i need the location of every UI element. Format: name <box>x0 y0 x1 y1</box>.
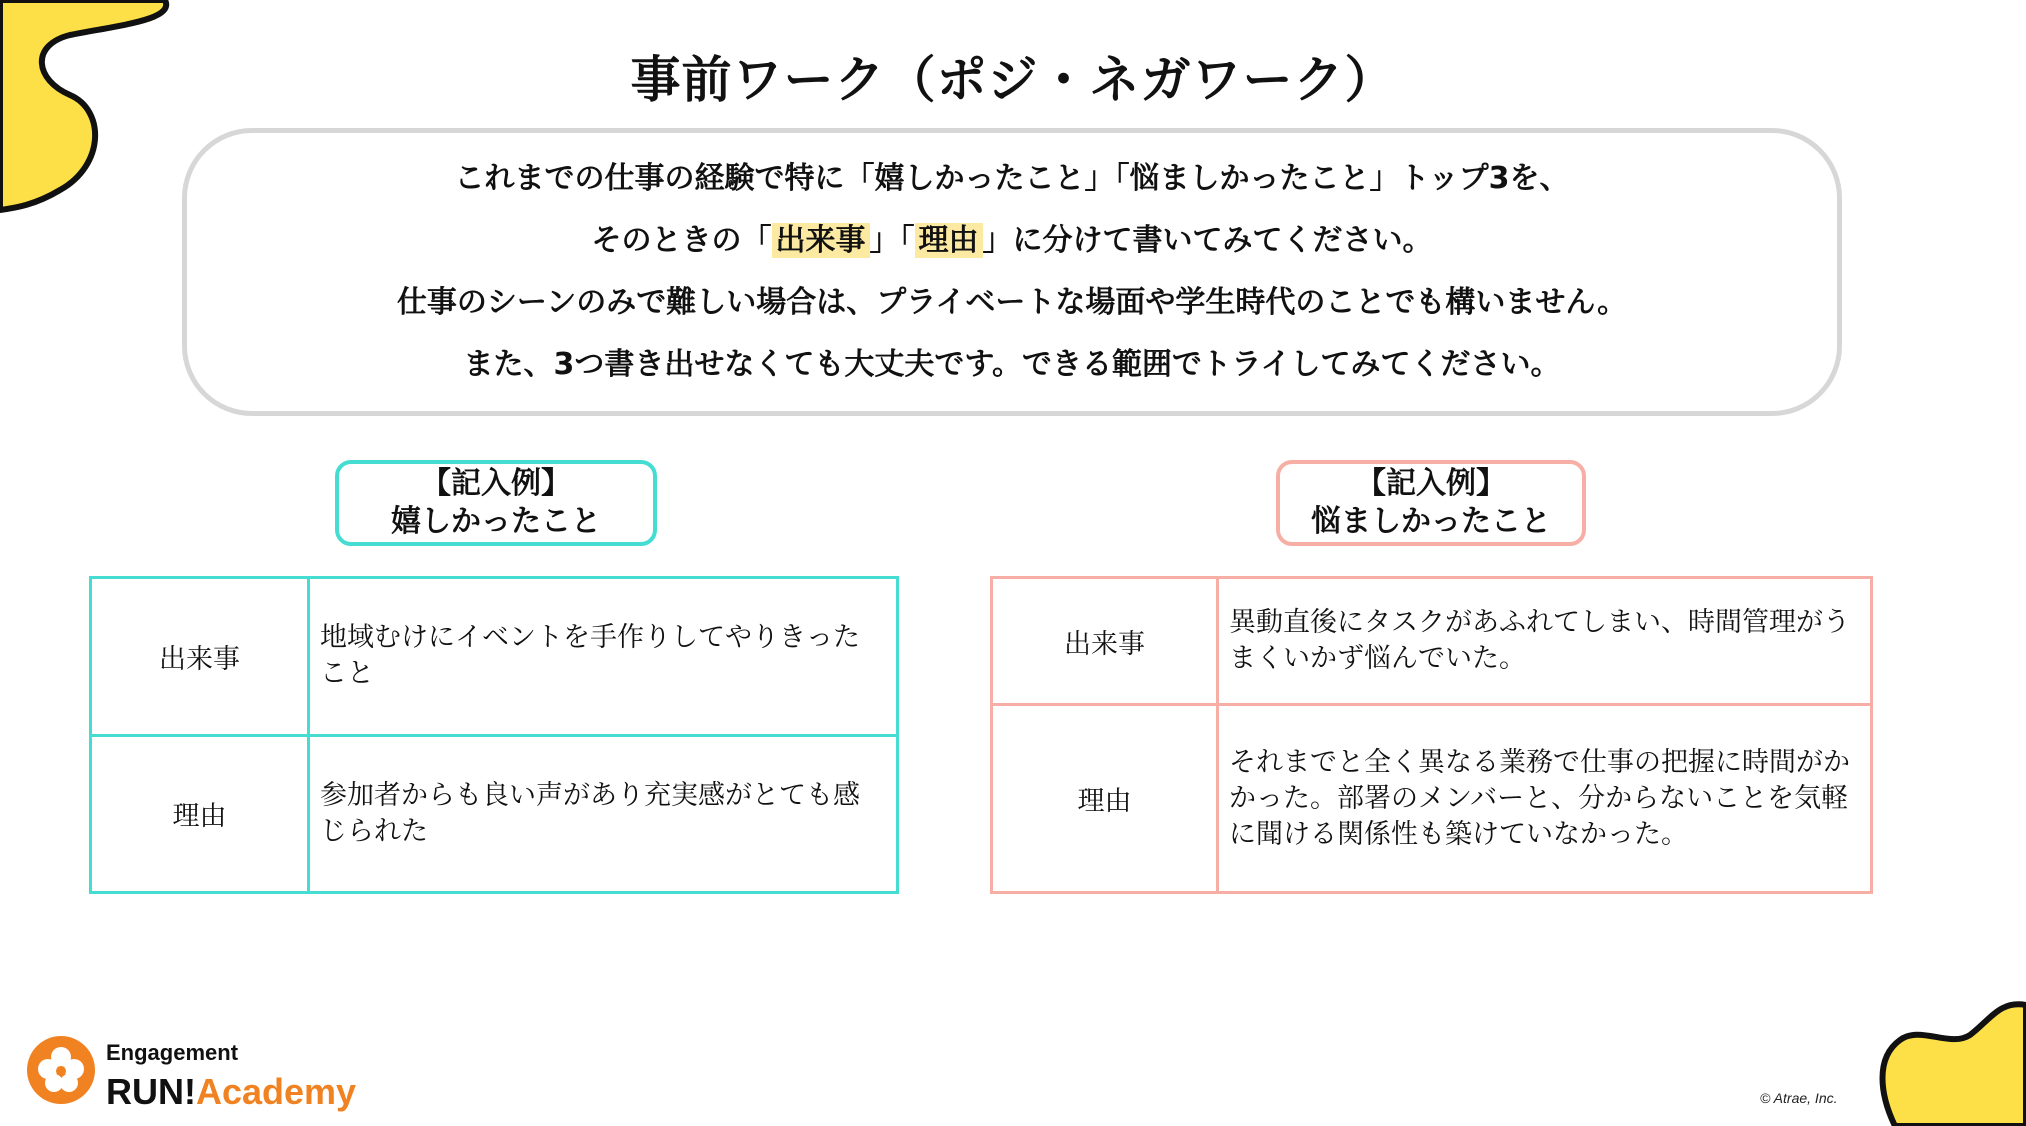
highlight-reason: 理由 <box>915 223 983 258</box>
logo-run-text: RUN! <box>106 1071 196 1112</box>
positive-label-line1: 【記入例】 <box>421 466 571 501</box>
table-row <box>91 735 898 893</box>
positive-label-line2: 嬉しかったこと <box>391 504 601 539</box>
instruction-line-4: また、3つ書き出せなくても大丈夫です。できる範囲でトライしてみてください。 <box>463 347 1561 382</box>
row-value: 異動直後にタスクがあふれてしまい、時間管理がうまくいかず悩んでいた。 <box>1218 578 1872 705</box>
yellow-blob-bottom-right <box>1870 990 2026 1126</box>
negative-label-line2: 悩ましかったこと <box>1311 504 1551 539</box>
row-value: それまでと全く異なる業務で仕事の把握に時間がかかった。部署のメンバーと、分からないことを気軽に聞ける関係性も築けていなかった。 <box>1218 705 1872 893</box>
instruction-line-1: これまでの仕事の経験で特に「嬉しかったこと」「悩ましかったこと」トップ3を、 <box>454 161 1570 196</box>
row-key: 出来事 <box>91 578 309 736</box>
copyright-text: © Atrae, Inc. <box>1760 1090 1838 1106</box>
flower-icon <box>26 1035 96 1105</box>
row-value: 参加者からも良い声があり充実感がとても感じられた <box>309 735 898 893</box>
row-key: 出来事 <box>992 578 1218 705</box>
table-row <box>992 578 1872 705</box>
negative-label-line1: 【記入例】 <box>1356 466 1506 501</box>
table-row <box>992 705 1872 893</box>
instruction-line-2 <box>592 210 1433 272</box>
negative-example-label <box>1276 460 1586 546</box>
table-row <box>91 578 898 736</box>
negative-example-table <box>990 576 1873 894</box>
positive-example-table <box>89 576 899 894</box>
instruction-line-2-mid: 」「 <box>869 223 915 258</box>
instructions-box <box>182 128 1842 416</box>
page-title: 事前ワーク（ポジ・ネガワーク） <box>630 51 1396 109</box>
instruction-line-2-post: 」に分けて書いてみてください。 <box>982 223 1433 258</box>
positive-example-label <box>335 460 657 546</box>
row-key: 理由 <box>992 705 1218 893</box>
logo-academy-text: Academy <box>195 1071 357 1112</box>
row-key: 理由 <box>91 735 309 893</box>
highlight-event: 出来事 <box>772 223 870 258</box>
instruction-line-2-pre: そのときの「 <box>591 223 772 258</box>
logo-engagement-text: Engagement <box>106 1040 239 1065</box>
row-value: 地域むけにイベントを手作りしてやりきったこと <box>309 578 898 736</box>
instruction-line-3: 仕事のシーンのみで難しい場合は、プライベートな場面や学生時代のことでも構いません。 <box>396 285 1628 320</box>
logo-wordmark <box>106 1068 356 1116</box>
